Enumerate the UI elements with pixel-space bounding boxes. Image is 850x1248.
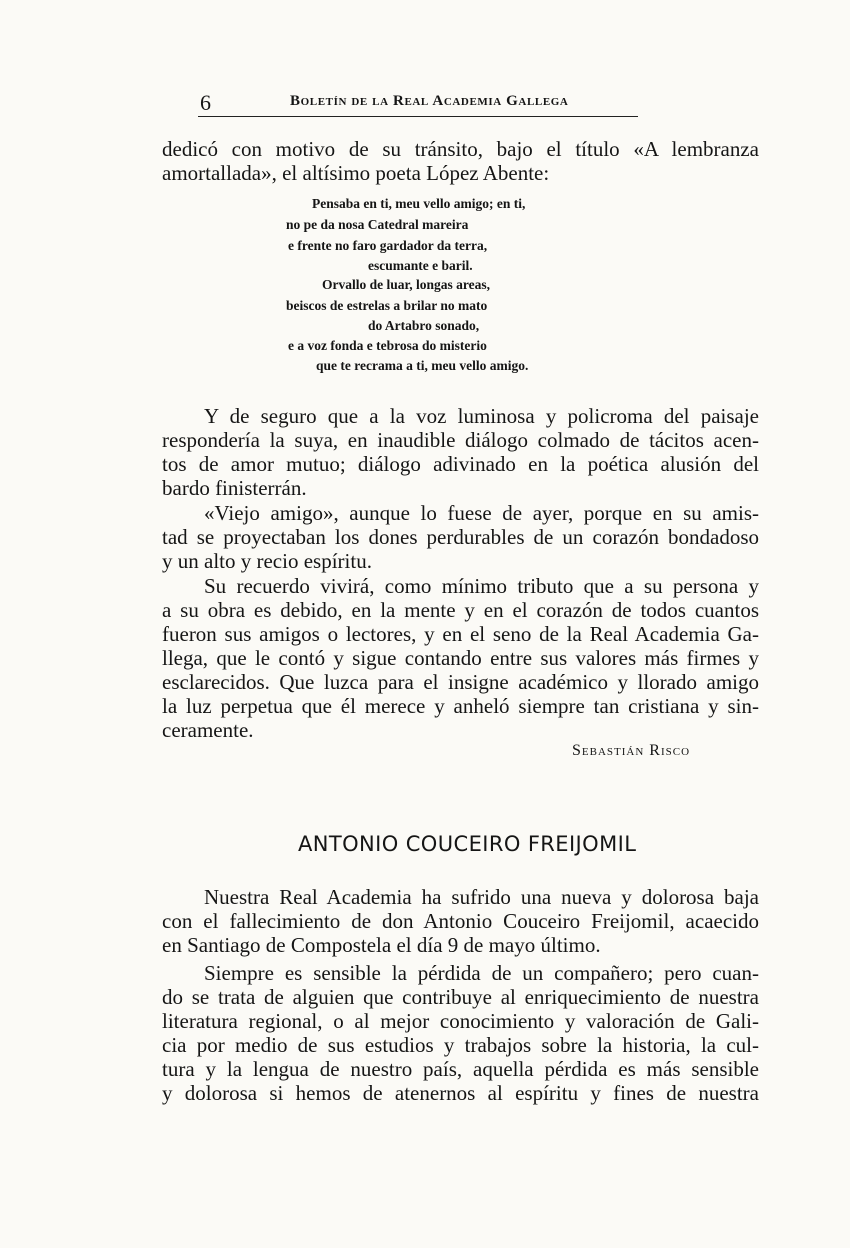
- page-header: [198, 90, 638, 117]
- text-line: do se trata de alguien que contribuye al enriquecimiento de nuestra: [162, 985, 759, 1009]
- text-line: literatura regional, o al mejor conocimiento y valoración de Gali-: [162, 1009, 759, 1033]
- text-line: tad se proyectaban los dones perdurables de un corazón bondadoso: [162, 525, 759, 549]
- poem-line: no pe da nosa Catedral mareira: [286, 217, 469, 232]
- author-signature: Sebastián Risco: [572, 742, 691, 759]
- text-line: con el fallecimiento de don Antonio Couceiro Freijomil, acaecido: [162, 909, 759, 933]
- poem-line: escumante e baril.: [368, 258, 473, 273]
- poem-line: e a voz fonda e tebrosa do misterio: [288, 338, 487, 353]
- text-line: llega, que le contó y sigue contando entre sus valores más firmes y: [162, 646, 759, 670]
- text-line: en Santiago de Compostela el día 9 de mayo último.: [162, 933, 601, 957]
- poem-line: que te recrama a ti, meu vello amigo.: [316, 358, 529, 373]
- journal-title: Boletín de la Real Academia Gallega: [290, 93, 569, 109]
- text-line: respondería la suya, en inaudible diálogo colmado de tácitos acen-: [162, 428, 759, 452]
- text-line: Y de seguro que a la voz luminosa y policroma del paisaje: [204, 404, 759, 428]
- text-line: la luz perpetua que él merece y anheló siempre tan cristiana y sin-: [162, 694, 759, 718]
- text-line: esclarecidos. Que luzca para el insigne académico y llorado amigo: [162, 670, 759, 694]
- section-title: ANTONIO COUCEIRO FREIJOMIL: [298, 832, 637, 856]
- text-line: Nuestra Real Academia ha sufrido una nueva y dolorosa baja: [204, 885, 759, 909]
- text-line: bardo finisterrán.: [162, 476, 307, 500]
- text-line: dedicó con motivo de su tránsito, bajo el título «A lembranza: [162, 137, 759, 161]
- text-line: y un alto y recio espíritu.: [162, 549, 372, 573]
- text-line: amortallada», el altísimo poeta López Abente:: [162, 161, 550, 185]
- text-line: a su obra es debido, en la mente y en el corazón de todos cuantos: [162, 598, 759, 622]
- poem-line: e frente no faro gardador da terra,: [288, 238, 488, 253]
- text-line: «Viejo amigo», aunque lo fuese de ayer, porque en su amis-: [204, 501, 759, 525]
- text-line: tura y la lengua de nuestro país, aquella pérdida es más sensible: [162, 1057, 759, 1081]
- text-line: Su recuerdo vivirá, como mínimo tributo que a su persona y: [204, 574, 759, 598]
- text-line: ceramente.: [162, 718, 254, 742]
- text-line: fueron sus amigos o lectores, y en el seno de la Real Academia Ga-: [162, 622, 759, 646]
- text-line: cia por medio de sus estudios y trabajos sobre la historia, la cul-: [162, 1033, 759, 1057]
- poem-line: Pensaba en ti, meu vello amigo; en ti,: [312, 196, 526, 211]
- poem-line: beiscos de estrelas a brilar no mato: [286, 298, 488, 313]
- poem-line: Orvallo de luar, longas areas,: [322, 277, 491, 292]
- page-number: 6: [200, 90, 211, 115]
- text-line: tos de amor mutuo; diálogo adivinado en la poética alusión del: [162, 452, 759, 476]
- text-line: y dolorosa si hemos de atenernos al espíritu y fines de nuestra: [162, 1081, 759, 1105]
- poem-line: do Artabro sonado,: [368, 318, 480, 333]
- text-line: Siempre es sensible la pérdida de un compañero; pero cuan-: [204, 961, 759, 985]
